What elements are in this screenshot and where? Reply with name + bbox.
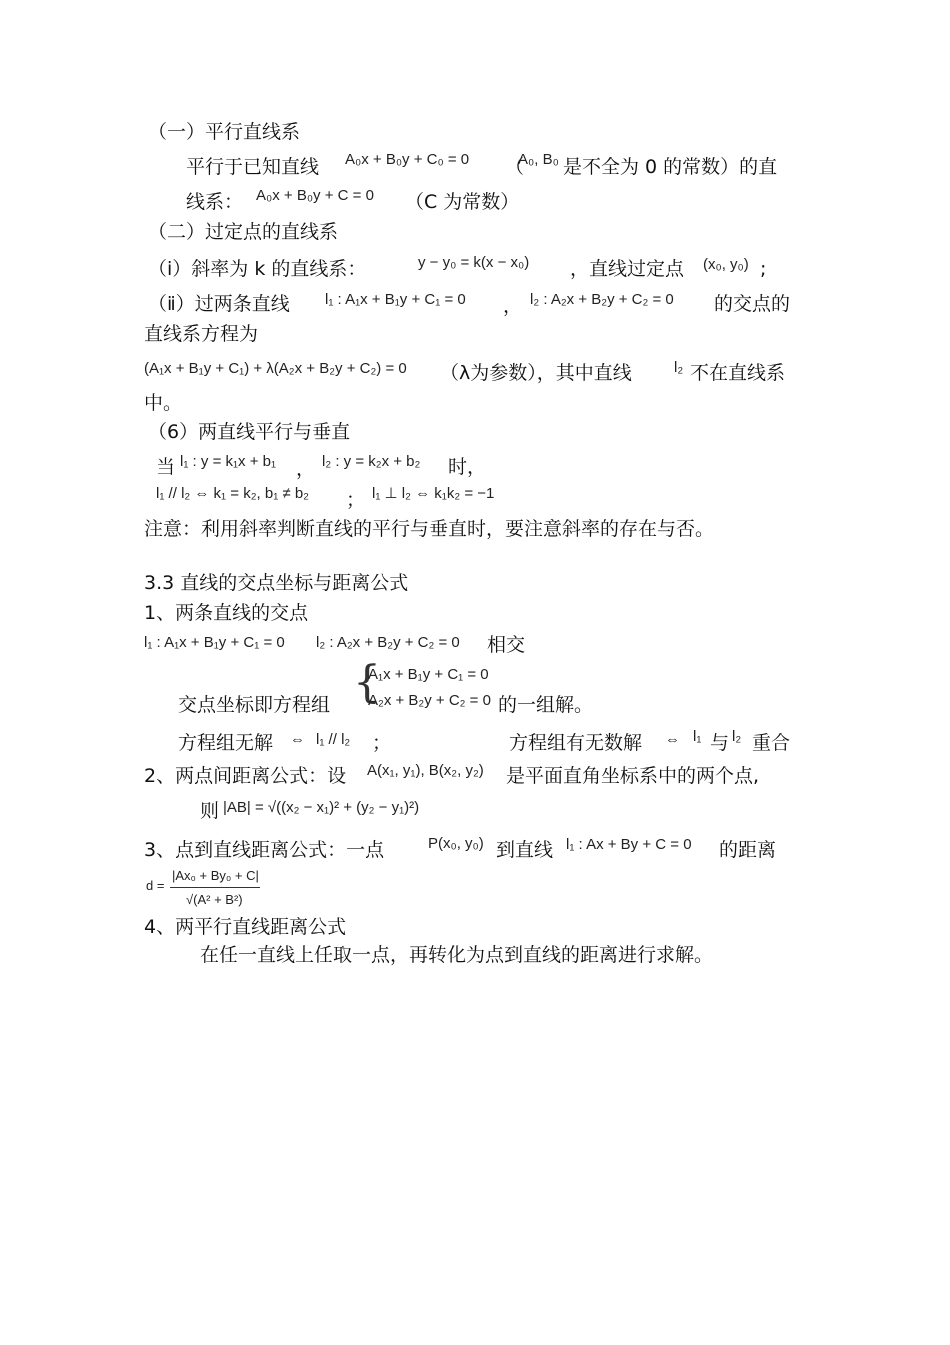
s1-l2-formula: l₂ : A₂x + B₂y + C₂ = 0 [316,634,460,651]
parallel-family-formula: A₀x + B₀y + C = 0 [256,187,374,204]
s3-mid: 到直线 [496,839,554,861]
s1-l1-formula: l₁ : A₁x + B₁y + C₁ = 0 [144,634,285,651]
slope-family-label: （ⅰ）斜率为 k 的直线系： [148,258,367,280]
parallel-family-note: （C 为常数） [405,191,520,213]
s1-solution-label: 交点坐标即方程组 [178,694,331,716]
slope-family-mid: ，直线过定点 [570,258,685,280]
section-3-3-title: 3.3 直线的交点坐标与距离公式 [144,572,409,594]
system-eq2-formula: A₂x + B₂y + C₂ = 0 [368,692,491,709]
no-solution-relation: l₁ // l₂ [316,731,351,748]
s4-title: 4、两平行直线距离公式 [144,916,347,938]
s3-end: 的距离 [719,839,777,861]
s2-points-formula: A(x₁, y₁), B(x₂, y₂) [367,762,484,779]
point-line-distance-denominator: √(A² + B²) [186,892,243,907]
parallel-desc-b: 是不全为 0 的常数）的直 [563,156,778,178]
perpendicular-condition-formula: l₁ ⊥ l₂ ⇔ k₁k₂ = −1 [372,485,495,502]
no-solution-iff: ⇔ [290,731,305,748]
two-lines-label: （ⅱ）过两条直线 [148,293,290,315]
infinite-solution-label: 方程组有无数解 [509,732,643,754]
line-family-formula: (A₁x + B₁y + C₁) + λ(A₂x + B₂y + C₂) = 0 [144,360,407,377]
s4-text: 在任一直线上任取一点，再转化为点到直线的距离进行求解。 [200,944,714,966]
family-note-cont: 中。 [144,392,183,414]
infinite-solution-iff: ⇔ [665,731,680,748]
slope-family-end: ; [760,258,767,280]
s3-line-formula: l₁ : Ax + By + C = 0 [566,836,692,853]
s2-then: 则 [200,800,220,822]
two-lines-l2-formula: l₂ : A₂x + B₂y + C₂ = 0 [530,291,674,308]
parallel-known-line-formula: A₀x + B₀y + C₀ = 0 [345,151,470,168]
distance-formula: |AB| = √((x₂ − x₁)² + (y₂ − y₁)²) [223,799,420,816]
slope-family-formula: y − y₀ = k(x − x₀) [418,254,530,271]
parallel-family-label: 线系： [186,191,244,213]
infinite-l2: l₂ [732,728,742,745]
no-solution-end: ； [372,732,392,754]
infinite-end: 重合 [752,732,791,754]
s2-end: 是平面直角坐标系中的两个点, [506,765,760,787]
two-lines-comma: ， [503,295,523,317]
system-brace: { [353,657,381,708]
when-l1-formula: l₁ : y = k₁x + b₁ [180,453,277,470]
point-line-distance-numerator: |Ax₀ + By₀ + C| [172,868,259,883]
parallel-desc-a: 平行于已知直线 [186,156,320,178]
slope-note: 注意：利用斜率判断直线的平行与垂直时，要注意斜率的存在与否。 [144,518,715,540]
fixed-point-formula: (x₀, y₀) [703,256,749,273]
s1-intersect: 相交 [487,634,526,656]
point-line-distance-lhs: d = [146,878,165,893]
heading-point-family: （二）过定点的直线系 [148,221,339,243]
s1-title: 1、两条直线的交点 [144,602,309,624]
when-comma: ， [296,458,316,480]
two-lines-l1-formula: l₁ : A₁x + B₁y + C₁ = 0 [325,291,466,308]
no-solution-label: 方程组无解 [178,732,274,754]
when-l2-formula: l₂ : y = k₂x + b₂ [322,453,421,470]
family-note-b: 不在直线系 [690,362,786,384]
family-note-l2: l₂ [674,359,684,376]
infinite-with: 与 [710,732,730,754]
two-lines-cont: 直线系方程为 [144,323,259,345]
s3-point-formula: P(x₀, y₀) [428,835,484,852]
when-end: 时， [448,456,487,478]
when-label: 当 [156,456,176,478]
s2-label: 2、两点间距离公式：设 [144,765,347,787]
parallel-coeffs-formula: A₀, B₀ [518,151,559,168]
condition-separator: ； [346,489,366,511]
family-note-a: （λ为参数），其中直线 [440,362,632,384]
heading-parallel-family: （一）平行直线系 [148,121,301,143]
system-eq1-formula: A₁x + B₁y + C₁ = 0 [368,666,489,683]
two-lines-end: 的交点的 [714,293,791,315]
infinite-l1: l₁ [693,728,702,745]
parallel-paren-open: （ [505,156,525,178]
heading-parallel-perpendicular: （6）两直线平行与垂直 [148,421,351,443]
parallel-condition-formula: l₁ // l₂ ⇔ k₁ = k₂, b₁ ≠ b₂ [156,485,310,502]
s1-solution-end: 的一组解。 [498,694,594,716]
s3-label: 3、点到直线距离公式：一点 [144,839,385,861]
